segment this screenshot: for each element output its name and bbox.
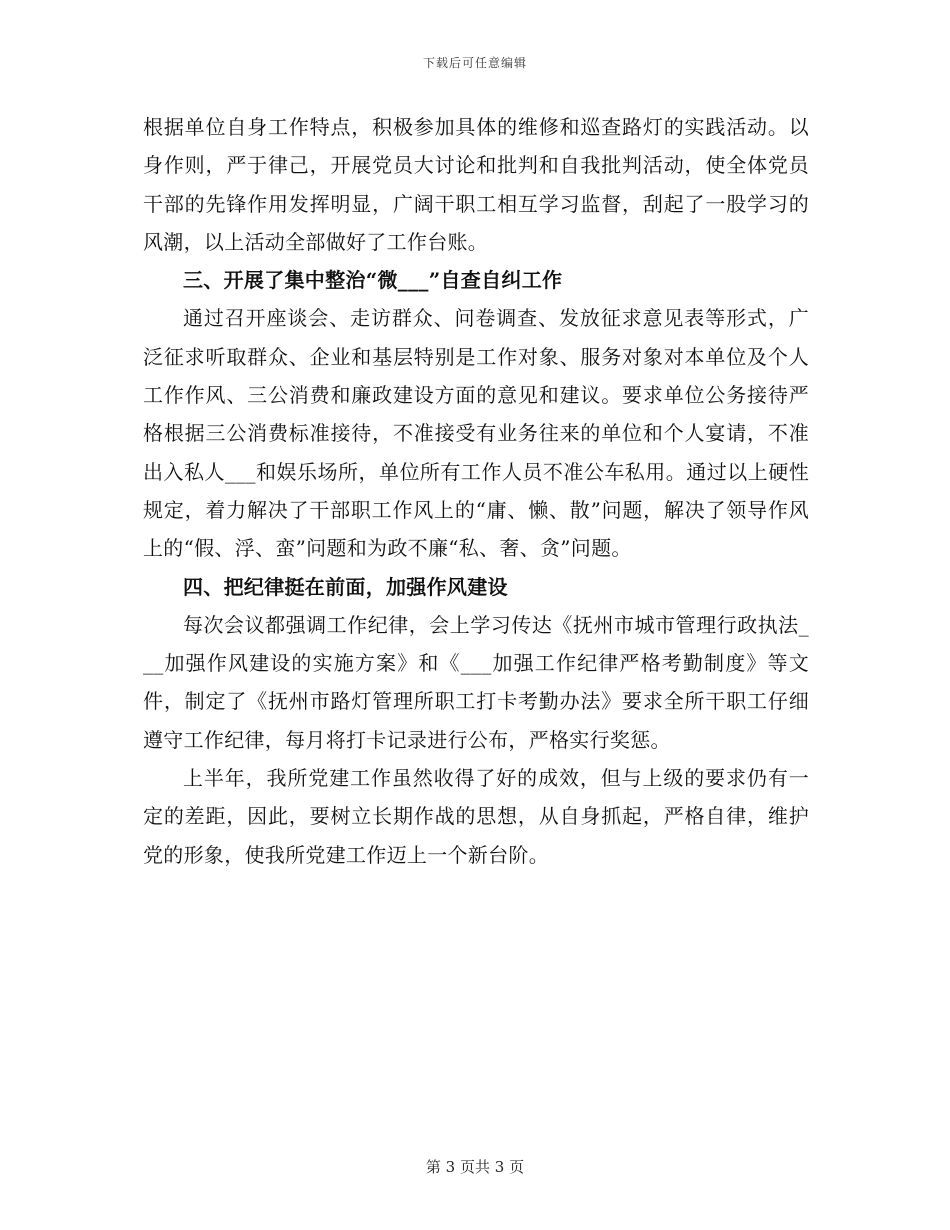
paragraph-section-3: 通过召开座谈会、走访群众、问卷调查、发放征求意见表等形式，广泛征求听取群众、企业和基层特别是工作对象、服务对象对本单位及个人工作作风、三公消费和廉政建设方面的意见和建议。要求单位公务接待严格根据三公消费标准接待，不准接受有业务往来的单位和个人宴请，不准出入私人___和娱乐场所，单位所有工作人员不准公车私用。通过以上硬性规定，着力解决了干部职工作风上的“庸、懒、散”问题，解决了领导作风上的“假、浮、蛮”问题和为政不廉“私、奢、贪”问题。 bbox=[143, 306, 809, 561]
page-header: 下载后可任意编辑 bbox=[422, 56, 527, 70]
document-body bbox=[143, 108, 809, 874]
section-heading-4: 四、把纪律挺在前面，加强作风建设 bbox=[183, 574, 508, 599]
paragraph-conclusion: 上半年，我所党建工作虽然收得了好的成效，但与上级的要求仍有一定的差距，因此，要树立长期作战的思想，从自身抓起，严格自律，维护党的形象，使我所党建工作迈上一个新台阶。 bbox=[143, 766, 809, 867]
paragraph-section-4: 每次会议都强调工作纪律，会上学习传达《抚州市城市管理行政执法___加强作风建设的实施方案》和《___加强工作纪律严格考勤制度》等文件，制定了《抚州市路灯管理所职工打卡考勤办法》要求全所干职工仔细遵守工作纪律，每月将打卡记录进行公布，严格实行奖惩。 bbox=[143, 612, 809, 752]
paragraph-intro: 根据单位自身工作特点，积极参加具体的维修和巡查路灯的实践活动。以身作则，严于律己，开展党员大讨论和批判和自我批判活动，使全体党员干部的先锋作用发挥明显，广阔干职工相互学习监督，刮起了一股学习的风潮，以上活动全部做好了工作台账。 bbox=[143, 115, 809, 254]
section-heading-3: 三、开展了集中整治“微___”自查自纠工作 bbox=[183, 268, 563, 293]
page-footer: 第 3 页共 3 页 bbox=[425, 1158, 525, 1176]
